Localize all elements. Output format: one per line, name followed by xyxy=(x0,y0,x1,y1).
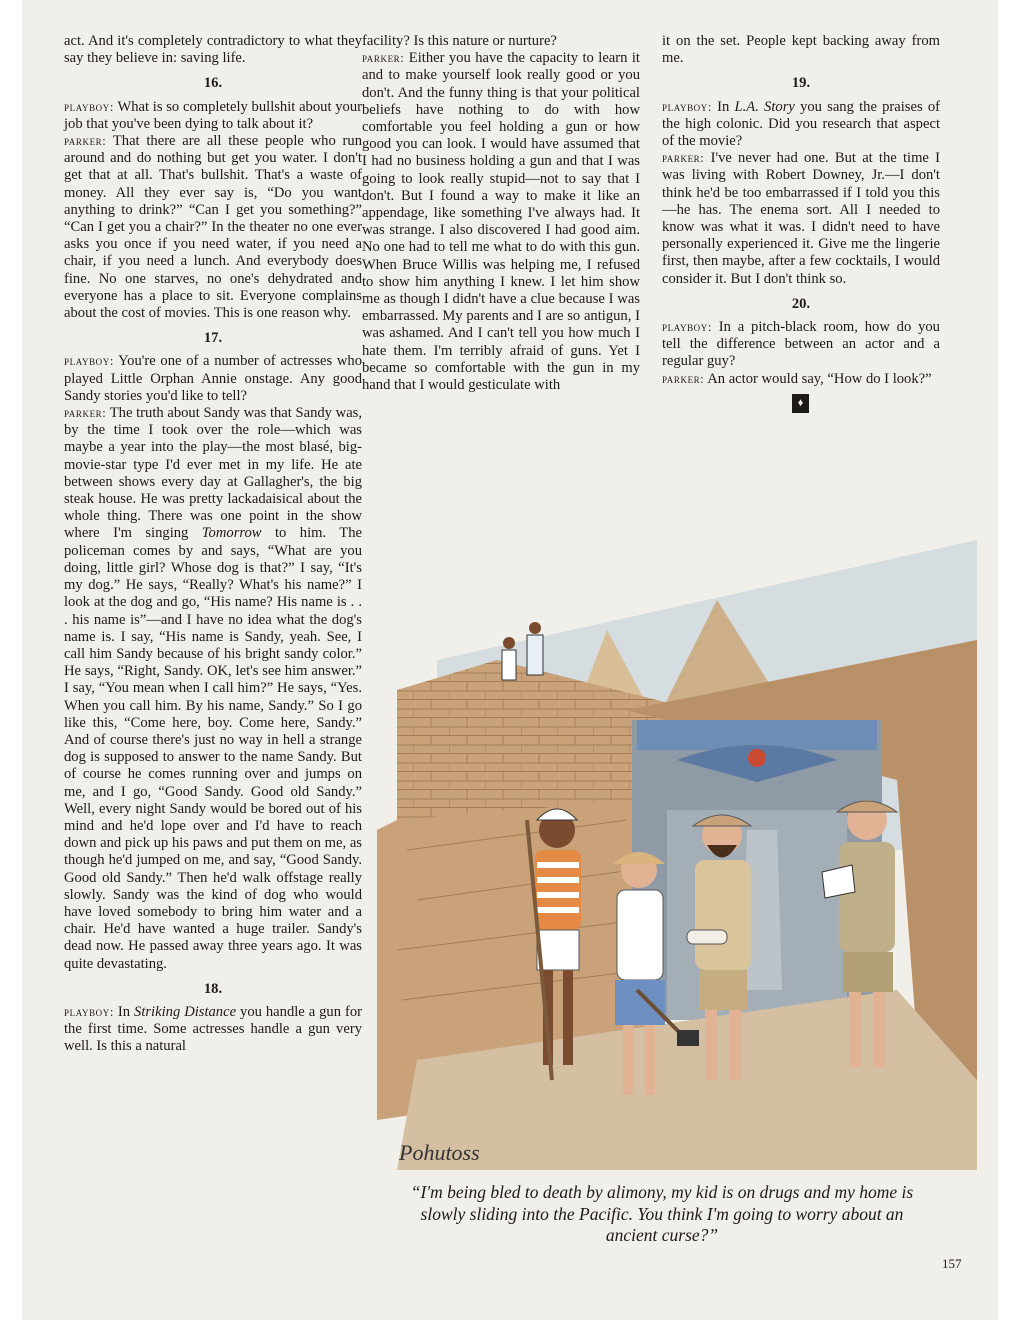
song-title: Tomorrow xyxy=(201,525,262,542)
interviewee-answer: parker: An actor would say, “How do I look?” xyxy=(662,370,932,387)
question-number: 20. xyxy=(791,295,811,312)
speaker-label: playboy: xyxy=(64,1004,114,1019)
question-number: 16. xyxy=(203,75,223,92)
paragraph: it on the set. People kept backing away from me. xyxy=(662,33,940,67)
interviewee-answer: parker: I've never had one. But at the time I was living with Robert Downey, Jr.—I don't think he'd be too embarrassed if I told you this—he has. The enema sort. All I needed to know was what it was. I didn't need to have personally experienced it. Give me the lingerie first, then maybe, after a few cocktails, I would consider it. But I don't think so. xyxy=(662,150,940,287)
cartoon-caption: “I'm being bled to death by alimony, my kid is on drugs and my home is slowly sliding into the Pacific. You think I'm going to worry about an ancient curse?” xyxy=(410,1182,914,1246)
speaker-label: parker: xyxy=(662,151,705,166)
interviewer-question: playboy: You're one of a number of actresses who played Little Orphan Annie onstage. Any good Sandy stories you'd like to tell? xyxy=(64,353,362,404)
question-number: 18. xyxy=(203,980,223,997)
speaker-label: playboy: xyxy=(662,99,712,114)
speaker-label: playboy: xyxy=(64,354,114,369)
speaker-label: parker: xyxy=(662,371,705,386)
speaker-label: parker: xyxy=(362,51,405,66)
question-number: 17. xyxy=(203,330,223,347)
interviewer-question: playboy: In Striking Distance you handle a gun for the first time. Some actresses handle a gun very well. Is this a natural xyxy=(64,1003,362,1055)
interviewee-answer: parker: That there are all these people who run around and do nothing but get you water. I don't get that at all. That's bullshit. That's a waste of money. All they ever say is, “Do you want anything to drink?” “Can I get you something?” “Can I get you a chair?” In the theater no one ever asks you once if you need water, if you need a chair, if you need a lunch. And everybody does fine. No one starves, no one's dehydrated and everyone has a place to sit. Everyone complains about the cost of movies. This is one reason why. xyxy=(64,133,362,322)
speaker-label: parker: xyxy=(64,406,107,421)
paragraph: act. And it's completely contradictory to what they say they believe in: saving life. xyxy=(64,33,362,67)
interviewee-answer: parker: The truth about Sandy was that Sandy was, by the time I took over the role—which was maybe a year into the play—the most blasé, big-movie-star type I'd ever met in my life. He ate between shows every day at Gallagher's, the big steak house. He was pretty lackadaisical about the whole thing. There was one point in the show where I'm singing Tomorrow to him. The policeman comes by and says, “What are you doing, little girl? Whose dog is that?” I say, “It's my dog.” He says, “Really? What's his name?” I look at the dog and go, “His name? His name is . . . his name is”—and I have no idea what the dog's name is. I say, “His name is Sandy, yeah. See, I call him Sandy because of his bright sandy color.” He says, “Right, Sandy. OK, let's see him answer.” I say, “You mean when I call him?” He says, “Yes. When you call him. By his name, Sandy.” So I go like this, “Come here, boy. Come here, Sandy.” And of course there's just no way in hell a strange dog is supposed to answer to the name Sandy. But of course he comes running over and jumps on me, and I go, “Good Sandy. Good old Sandy.” Well, every night Sandy would be bored out of his mind and he'd lope over and I'd have to reach down and pick up his paws and put them on me, as though he'd jumped on me, and say, “Good Sandy. Good old Sandy.” Then he'd walk offstage really slowly. Sandy was the kind of dog who would have loved somebody to bring him water and a chair. He'd have wanted a huge trailer. Sandy's dead now. He passed away three years ago. It was quite devastating. xyxy=(64,405,362,972)
text-column-3 xyxy=(662,33,940,413)
speaker-label: parker: xyxy=(64,134,107,149)
page-number: 157 xyxy=(942,1256,962,1271)
interviewer-question: playboy: In L.A. Story you sang the praises of the high colonic. Did you research that aspect of the movie? xyxy=(662,98,940,150)
cartoon-illustration xyxy=(377,520,977,1170)
movie-title: L.A. Story xyxy=(734,98,795,115)
text-column-1 xyxy=(64,33,362,1056)
sun-disk-icon xyxy=(748,749,766,767)
interviewer-question: playboy: What is so completely bullshit about your job that you've been dying to talk about it? xyxy=(64,98,362,132)
interviewee-answer: parker: Either you have the capacity to learn it and to make yourself look really good or you don't. And the funny thing is that your political beliefs have nothing to do with how comfortable you feel holding a gun or how good you can look. I would have assumed that I had no business holding a gun and that I was going to look really stupid—not to say that I don't. But I found a way to make it like an appendage, like something I've always had. It was strange. I also discovered I had good aim. No one had to tell me what to do with this gun. When Bruce Willis was helping me, I refused to show him anything I knew. I let him show me as though I didn't have a clue because I was embarrassed. My parents and I are so antigun, I was ashamed. And I can't tell you how much I hate them. I'm terribly afraid of guns. Yet I became so comfortable with the gun in my hand that I would gesticulate with xyxy=(362,50,640,394)
text-column-2 xyxy=(362,33,640,394)
artist-signature: Pohutoss xyxy=(399,1140,480,1165)
question-number: 19. xyxy=(791,75,811,92)
end-of-article-mark-icon: ♦ xyxy=(792,394,809,413)
interviewer-question: playboy: In a pitch-black room, how do you tell the difference between an actor and a regular guy? xyxy=(662,319,940,370)
speaker-label: playboy: xyxy=(662,320,712,335)
speaker-label: playboy: xyxy=(64,99,114,114)
movie-title: Striking Distance xyxy=(134,1003,237,1020)
magazine-page xyxy=(22,0,998,1320)
paragraph: facility? Is this nature or nurture? xyxy=(362,33,557,49)
